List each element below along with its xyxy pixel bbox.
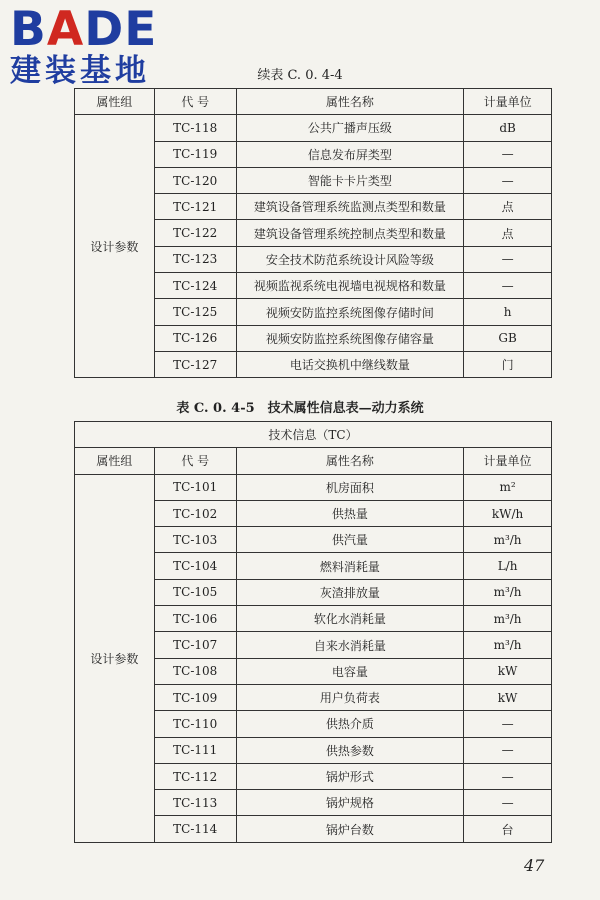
unit-cell: m³/h xyxy=(464,606,552,632)
code-cell: TC-102 xyxy=(154,500,236,526)
unit-cell: — xyxy=(464,737,552,763)
code-cell: TC-118 xyxy=(154,115,236,141)
code-cell: TC-125 xyxy=(154,299,236,325)
unit-cell: m² xyxy=(464,474,552,500)
section-title: 技术信息（TC） xyxy=(75,422,552,448)
name-cell: 锅炉规格 xyxy=(236,790,463,816)
name-cell: 信息发布屏类型 xyxy=(236,141,463,167)
code-cell: TC-107 xyxy=(154,632,236,658)
header-unit: 计量单位 xyxy=(464,89,552,115)
name-cell: 自来水消耗量 xyxy=(236,632,463,658)
name-cell: 软化水消耗量 xyxy=(236,606,463,632)
code-cell: TC-124 xyxy=(154,273,236,299)
logo-subtitle: 建装基地 xyxy=(10,53,150,89)
code-cell: TC-113 xyxy=(154,790,236,816)
code-cell: TC-109 xyxy=(154,684,236,710)
unit-cell: — xyxy=(464,141,552,167)
header-row xyxy=(75,448,552,474)
name-cell: 锅炉台数 xyxy=(236,816,463,842)
header-group: 属性组 xyxy=(75,89,155,115)
unit-cell: L/h xyxy=(464,553,552,579)
name-cell: 供热参数 xyxy=(236,737,463,763)
code-cell: TC-122 xyxy=(154,220,236,246)
unit-cell: 点 xyxy=(464,220,552,246)
group-cell: 设计参数 xyxy=(75,474,155,842)
code-cell: TC-105 xyxy=(154,579,236,605)
code-cell: TC-110 xyxy=(154,711,236,737)
unit-cell: — xyxy=(464,246,552,272)
unit-cell: 点 xyxy=(464,194,552,220)
unit-cell: kW/h xyxy=(464,500,552,526)
unit-cell: kW xyxy=(464,658,552,684)
table1-caption: 续表 C. 0. 4-4 xyxy=(257,68,343,83)
unit-cell: — xyxy=(464,711,552,737)
code-cell: TC-101 xyxy=(154,474,236,500)
code-cell: TC-119 xyxy=(154,141,236,167)
code-cell: TC-120 xyxy=(154,167,236,193)
header-unit: 计量单位 xyxy=(464,448,552,474)
code-cell: TC-123 xyxy=(154,246,236,272)
table2 xyxy=(74,421,552,843)
table-row xyxy=(75,115,552,141)
name-cell: 电容量 xyxy=(236,658,463,684)
code-cell: TC-121 xyxy=(154,194,236,220)
group-cell: 设计参数 xyxy=(75,115,155,378)
unit-cell: m³/h xyxy=(464,579,552,605)
name-cell: 视频监视系统电视墙电视规格和数量 xyxy=(236,273,463,299)
code-cell: TC-104 xyxy=(154,553,236,579)
name-cell: 灰渣排放量 xyxy=(236,579,463,605)
table-row xyxy=(75,474,552,500)
unit-cell: GB xyxy=(464,325,552,351)
table2-body xyxy=(75,422,552,843)
unit-cell: — xyxy=(464,790,552,816)
name-cell: 建筑设备管理系统控制点类型和数量 xyxy=(236,220,463,246)
header-code: 代 号 xyxy=(154,89,236,115)
unit-cell: kW xyxy=(464,684,552,710)
logo-wordmark xyxy=(10,2,175,57)
name-cell: 建筑设备管理系统监测点类型和数量 xyxy=(236,194,463,220)
name-cell: 用户负荷表 xyxy=(236,684,463,710)
unit-cell: — xyxy=(464,763,552,789)
code-cell: TC-126 xyxy=(154,325,236,351)
unit-cell: m³/h xyxy=(464,527,552,553)
logo-letters-de: DE xyxy=(84,2,158,57)
header-group: 属性组 xyxy=(75,448,155,474)
unit-cell: m³/h xyxy=(464,632,552,658)
header-name: 属性名称 xyxy=(236,448,463,474)
unit-cell: h xyxy=(464,299,552,325)
header-row xyxy=(75,89,552,115)
header-name: 属性名称 xyxy=(236,89,463,115)
page-number: 47 xyxy=(524,856,545,875)
unit-cell: 台 xyxy=(464,816,552,842)
code-cell: TC-112 xyxy=(154,763,236,789)
name-cell: 供热量 xyxy=(236,500,463,526)
name-cell: 机房面积 xyxy=(236,474,463,500)
code-cell: TC-111 xyxy=(154,737,236,763)
name-cell: 视频安防监控系统图像存储时间 xyxy=(236,299,463,325)
logo-letter-b: B xyxy=(10,2,47,57)
table1-body xyxy=(75,89,552,378)
name-cell: 供热介质 xyxy=(236,711,463,737)
unit-cell: 门 xyxy=(464,351,552,377)
name-cell: 视频安防监控系统图像存储容量 xyxy=(236,325,463,351)
code-cell: TC-127 xyxy=(154,351,236,377)
name-cell: 燃料消耗量 xyxy=(236,553,463,579)
section-header-row xyxy=(75,422,552,448)
name-cell: 供汽量 xyxy=(236,527,463,553)
name-cell: 电话交换机中继线数量 xyxy=(236,351,463,377)
unit-cell: dB xyxy=(464,115,552,141)
name-cell: 智能卡卡片类型 xyxy=(236,167,463,193)
code-cell: TC-114 xyxy=(154,816,236,842)
code-cell: TC-108 xyxy=(154,658,236,684)
table2-caption: 表 C. 0. 4-5 技术属性信息表—动力系统 xyxy=(176,401,424,416)
unit-cell: — xyxy=(464,167,552,193)
header-code: 代 号 xyxy=(154,448,236,474)
name-cell: 公共广播声压级 xyxy=(236,115,463,141)
code-cell: TC-106 xyxy=(154,606,236,632)
table1 xyxy=(74,88,552,378)
code-cell: TC-103 xyxy=(154,527,236,553)
name-cell: 安全技术防范系统设计风险等级 xyxy=(236,246,463,272)
name-cell: 锅炉形式 xyxy=(236,763,463,789)
logo-letter-a: A xyxy=(46,2,85,57)
unit-cell: — xyxy=(464,273,552,299)
